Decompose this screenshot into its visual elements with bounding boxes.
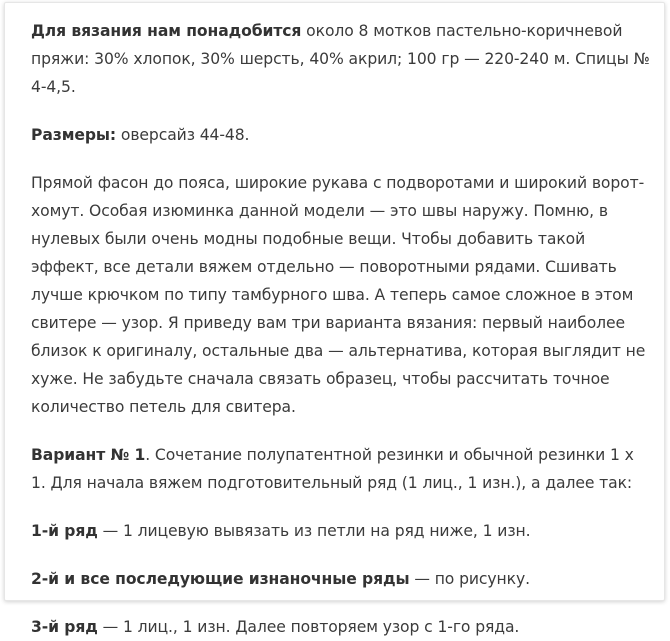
row-2-paragraph	[31, 565, 653, 593]
row-3-heading: 3-й ряд	[31, 618, 98, 636]
description-text: Прямой фасон до пояса, широкие рукава с подворотами и широкий ворот-хомут. Особая изюминка данной модели — это швы наружу. Помню, в нулевых были очень модны подобные вещи. Чтобы добавить такой эффект, все детали вяжем отдельно — поворотными рядами. Сшивать лучше крючком по типу тамбурного шва. А теперь самое сложное в этом свитере — узор. Я приведу вам три варианта вязания: первый наиболее близок к оригиналу, остальные два — альтернатива, которая выглядит не хуже. Не забудьте сначала связать образец, чтобы рассчитать точное количество петель для свитера.	[31, 174, 646, 416]
materials-text: около 8 мотков пастельно-коричневой пряжи: 30% хлопок, 30% шерсть, 40% акрил; 100 гр — 220-240 м. Спицы № 4-4,5.	[31, 22, 650, 96]
row-1-paragraph	[31, 517, 653, 545]
row-2-heading: 2-й и все последующие изнаночные ряды	[31, 570, 410, 588]
sizes-paragraph	[31, 121, 653, 149]
variant-1-text: . Сочетание полупатентной резинки и обычной резинки 1 х 1. Для начала вяжем подготовительный ряд (1 лиц., 1 изн.), а далее так:	[31, 446, 634, 492]
row-3-text: — 1 лиц., 1 изн. Далее повторяем узор с 1-го ряда.	[97, 618, 520, 636]
article-card	[4, 2, 665, 636]
variant-1-heading: Вариант № 1	[31, 446, 146, 464]
row-1-text: — 1 лицевую вывязать из петли на ряд ниже, 1 изн.	[97, 522, 531, 540]
sizes-text: оверсайз 44-48.	[116, 126, 250, 144]
row-2-text: — по рисунку.	[409, 570, 530, 588]
article-body	[31, 17, 653, 641]
row-3-paragraph	[31, 613, 653, 641]
row-1-heading: 1-й ряд	[31, 522, 98, 540]
sizes-heading: Размеры:	[31, 126, 117, 144]
materials-heading: Для вязания нам понадобится	[31, 22, 302, 40]
variant-1-paragraph	[31, 441, 653, 497]
description-paragraph	[31, 169, 653, 421]
materials-paragraph	[31, 17, 653, 101]
